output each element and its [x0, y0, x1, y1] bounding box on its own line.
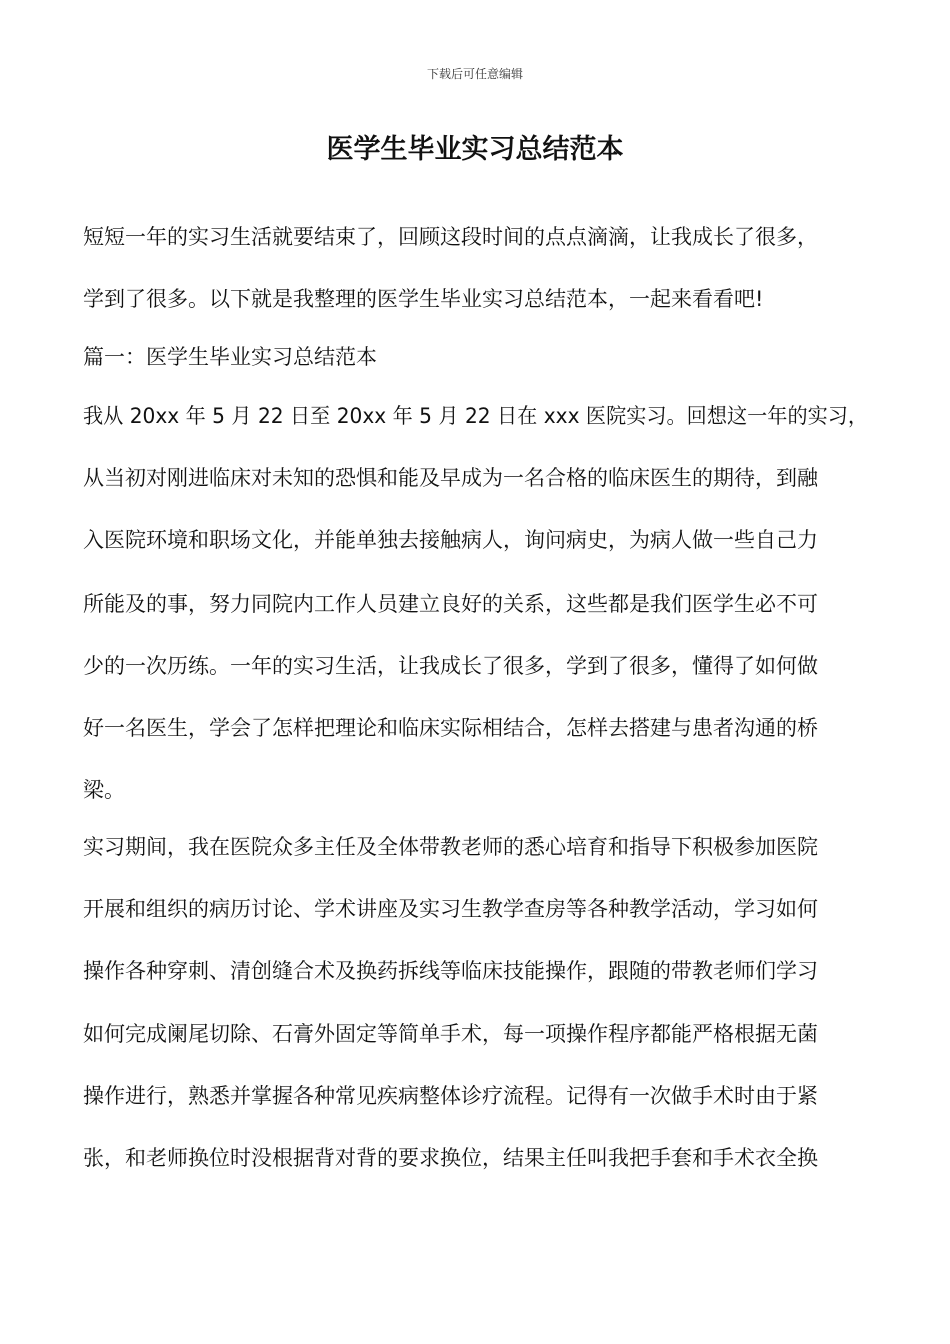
text-line: 开展和组织的病历讨论、学术讲座及实习生教学查房等各种教学活动，学习如何 — [83, 897, 818, 921]
text-line: 张，和老师换位时没根据背对背的要求换位，结果主任叫我把手套和手术衣全换 — [83, 1146, 818, 1170]
text-line: 所能及的事，努力同院内工作人员建立良好的关系，这些都是我们医学生必不可 — [83, 592, 818, 616]
header-note: 下载后可任意编辑 — [426, 67, 523, 81]
text-line: 我从 20xx 年 5 月 22 日至 20xx 年 5 月 22 日在 xxx 医院实习。回想这一年的实习， — [83, 404, 869, 428]
document-title: 医学生毕业实习总结范本 — [326, 134, 624, 165]
text-line: 实习期间，我在医院众多主任及全体带教老师的悉心培育和指导下积极参加医院 — [83, 835, 818, 859]
text-line: 好一名医生，学会了怎样把理论和临床实际相结合，怎样去搭建与患者沟通的桥 — [83, 716, 818, 740]
text-line: 少的一次历练。一年的实习生活，让我成长了很多，学到了很多，懂得了如何做 — [83, 654, 818, 678]
text-line: 操作各种穿刺、清创缝合术及换药拆线等临床技能操作，跟随的带教老师们学习 — [83, 959, 818, 983]
text-line: 从当初对刚进临床对未知的恐惧和能及早成为一名合格的临床医生的期待，到融 — [83, 466, 818, 490]
text-line: 学到了很多。以下就是我整理的医学生毕业实习总结范本，一起来看看吧! — [83, 287, 764, 311]
text-line: 如何完成阑尾切除、石膏外固定等简单手术，每一项操作程序都能严格根据无菌 — [83, 1022, 818, 1046]
text-line: 短短一年的实习生活就要结束了，回顾这段时间的点点滴滴，让我成长了很多， — [83, 225, 818, 249]
section-heading: 篇一：医学生毕业实习总结范本 — [83, 345, 377, 369]
text-line: 操作进行，熟悉并掌握各种常见疾病整体诊疗流程。记得有一次做手术时由于紧 — [83, 1084, 818, 1108]
text-line: 入医院环境和职场文化，并能单独去接触病人，询问病史，为病人做一些自己力 — [83, 528, 818, 552]
text-line: 梁。 — [83, 778, 125, 802]
